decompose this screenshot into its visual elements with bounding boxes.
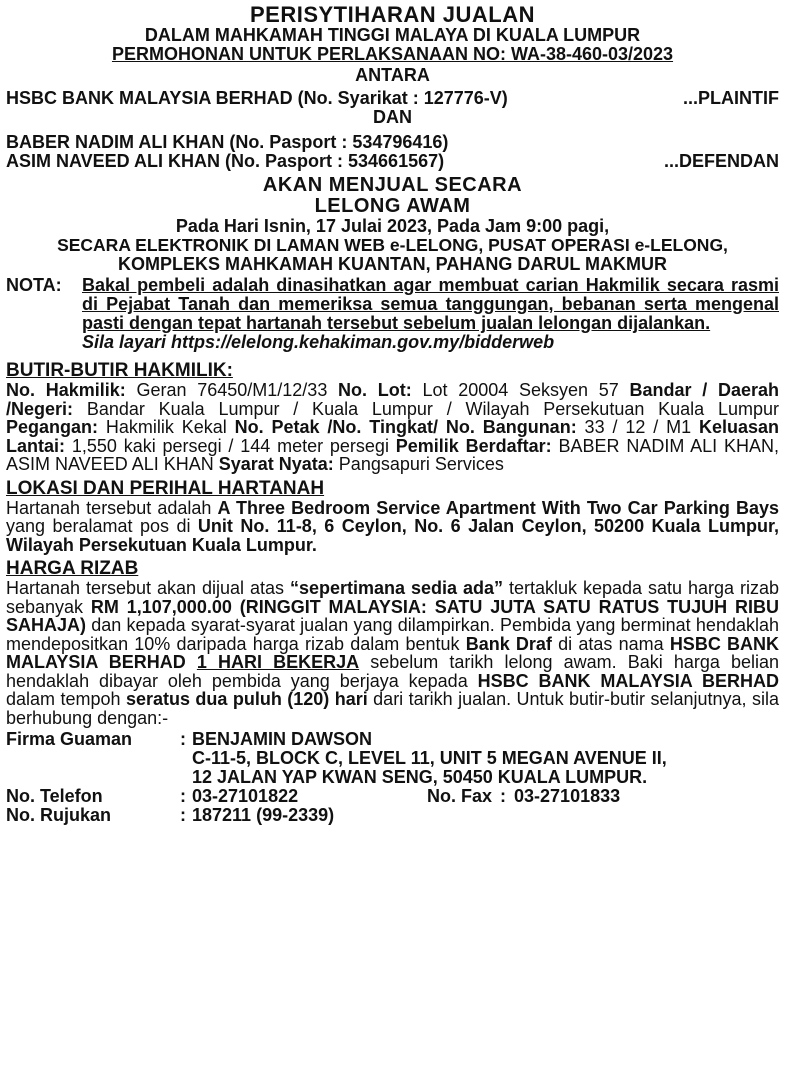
location-heading: LOKASI DAN PERIHAL HARTANAH — [6, 477, 325, 499]
court-name: DALAM MAHKAMAH TINGGI MALAYA DI KUALA LUMPUR — [144, 25, 641, 45]
label-lot: No. Lot: — [338, 380, 412, 400]
colon: : — [500, 786, 507, 806]
colon: : — [180, 805, 186, 825]
property-type: A Three Bedroom Service Apartment With Two Car Parking Bays — [217, 497, 779, 518]
auction-venue-1: SECARA ELEKTRONIK DI LAMAN WEB e-LELONG, PUSAT OPERASI e-LELONG, — [57, 235, 728, 255]
fax-label: No. Fax — [427, 786, 493, 806]
antara-label: ANTARA — [355, 65, 430, 85]
contact-block — [6, 730, 779, 825]
plaintiff-role: ...PLAINTIF — [683, 88, 779, 108]
payee-bank: HSBC BANK MALAYSIA BERHAD — [6, 633, 780, 672]
auction-date: Pada Hari Isnin, 17 Julai 2023, Pada Jam 9:00 pagi, — [175, 216, 610, 236]
plaintiff-name: HSBC BANK MALAYSIA BERHAD (No. Syarikat : 127776-V) — [6, 88, 508, 108]
reserve-body — [6, 579, 779, 727]
colon: : — [180, 786, 186, 806]
title-details-body — [6, 381, 779, 474]
reserve-heading: HARGA RIZAB — [6, 558, 139, 579]
firm-label: Firma Guaman — [6, 729, 133, 749]
bank-draft: Bank Draf — [465, 633, 552, 654]
location-body — [6, 499, 779, 555]
title-details-heading: BUTIR-BUTIR HAKMILIK: — [6, 360, 233, 381]
application-number: PERMOHONAN UNTUK PERLAKSANAAN NO: WA-38-460-03/2023 — [111, 44, 674, 64]
ref-label: No. Rujukan — [6, 805, 112, 825]
label-pegangan: Pegangan: — [6, 417, 99, 437]
nota-label: NOTA: — [6, 275, 62, 295]
reserve-text-2: tertakluk kepada satu harga rizab sebanyak — [6, 578, 779, 617]
location-text-2: yang beralamat pos di — [6, 516, 198, 536]
defendant-one: BABER NADIM ALI KHAN (No. Pasport : 534796416) — [6, 132, 449, 152]
defendant-role: ...DEFENDAN — [663, 151, 779, 171]
value-lot: Lot 20004 Seksyen 57 — [411, 380, 630, 400]
firm-address-1: C-11-5, BLOCK C, LEVEL 11, UNIT 5 MEGAN AVENUE II, — [192, 748, 667, 768]
value-hakmilik: Geran 76450/M1/12/33 — [125, 380, 339, 400]
payment-period: seratus dua puluh (120) hari — [125, 689, 368, 709]
auction-venue-2: KOMPLEKS MAHKAMAH KUANTAN, PAHANG DARUL MAKMUR — [118, 254, 667, 274]
firm-name: BENJAMIN DAWSON — [192, 729, 373, 749]
label-keluasan: Keluasan Lantai: — [6, 417, 779, 456]
auction-line-2: LELONG AWAM — [314, 195, 471, 217]
label-hakmilik: No. Hakmilik: — [6, 380, 126, 400]
location-text-1: Hartanah tersebut adalah — [6, 497, 218, 518]
value-bandar: Bandar Kuala Lumpur / Kuala Lumpur / Wilayah Persekutuan Kuala Lumpur — [73, 398, 779, 419]
tel-number: 03-27101822 — [192, 786, 299, 806]
defendant-two: ASIM NAVEED ALI KHAN (No. Pasport : 534661567) — [6, 151, 445, 171]
label-bandar: Bandar / Daerah /Negeri: — [6, 380, 779, 419]
label-petak: No. Petak /No. Tingkat/ No. Bangunan: — [234, 417, 577, 437]
label-syarat: Syarat Nyata: — [218, 454, 334, 474]
notice-title: PERISYTIHARAN JUALAN — [249, 2, 536, 27]
reserve-text-6: dalam tempoh — [6, 689, 126, 709]
payee-bank-2: HSBC BANK MALAYSIA BERHAD — [477, 670, 779, 691]
value-pegangan: Hakmilik Kekal — [98, 417, 235, 437]
reserve-text-1: Hartanah tersebut akan dijual atas — [6, 578, 290, 598]
reserve-text-3: dan kepada syarat-syarat jualan yang dilampirkan. Pembida yang berminat hendaklah mendepositkan 10% daripada harga rizab dalam bentuk — [6, 615, 779, 654]
reserve-text-4: di atas nama — [551, 633, 670, 654]
nota-block — [6, 276, 779, 352]
nota-url[interactable]: Sila layari https://elelong.kehakiman.gov.my/bidderweb — [82, 332, 555, 352]
reserve-price: RM 1,107,000.00 (RINGGIT MALAYSIA: SATU JUTA SATU RATUS TUJUH RIBU SAHAJA) — [6, 596, 779, 635]
dan-label: DAN — [373, 107, 412, 127]
reserve-text-5: sebelum tarikh lelong awam. Baki harga belian hendaklah dibayar oleh pembida yang berjaya kepada — [6, 652, 779, 691]
working-day: 1 HARI BEKERJA — [196, 652, 360, 672]
label-pemilik: Pemilik Berdaftar: — [395, 435, 552, 456]
fax-number: 03-27101833 — [514, 786, 621, 806]
colon: : — [180, 729, 186, 749]
nota-text: Bakal pembeli adalah dinasihatkan agar membuat carian Hakmilik secara rasmi di Pejabat Tanah dan memeriksa semua tanggungan, bebanan serta mengenal pasti dengan tepat hartanah tersebut sebelum jualan lelongan dijalankan. — [82, 275, 779, 333]
ref-number: 187211 (99-2339) — [192, 805, 335, 825]
value-petak: 33 / 12 / M1 — [576, 417, 699, 437]
value-pemilik: BABER NADIM ALI KHAN, ASIM NAVEED ALI KHAN — [6, 435, 780, 474]
value-keluasan: 1,550 kaki persegi / 144 meter persegi — [65, 435, 396, 456]
plaintiff-row — [6, 89, 779, 108]
reserve-text-7: dari tarikh jualan. Untuk butir-butir selanjutnya, sila berhubung dengan:- — [6, 689, 779, 728]
tel-label: No. Telefon — [6, 786, 103, 806]
value-syarat: Pangsapuri Services — [333, 454, 504, 474]
auction-line-1: AKAN MENJUAL SECARA — [262, 174, 523, 196]
defendant-two-row — [6, 152, 779, 171]
reserve-as-is: “sepertimana sedia ada” — [289, 578, 504, 598]
property-address: Unit No. 11-8, 6 Ceylon, No. 6 Jalan Ceylon, 50200 Kuala Lumpur, Wilayah Persekutuan Kuala Lumpur. — [6, 516, 780, 555]
firm-address-2: 12 JALAN YAP KWAN SENG, 50450 KUALA LUMPUR. — [192, 767, 648, 787]
